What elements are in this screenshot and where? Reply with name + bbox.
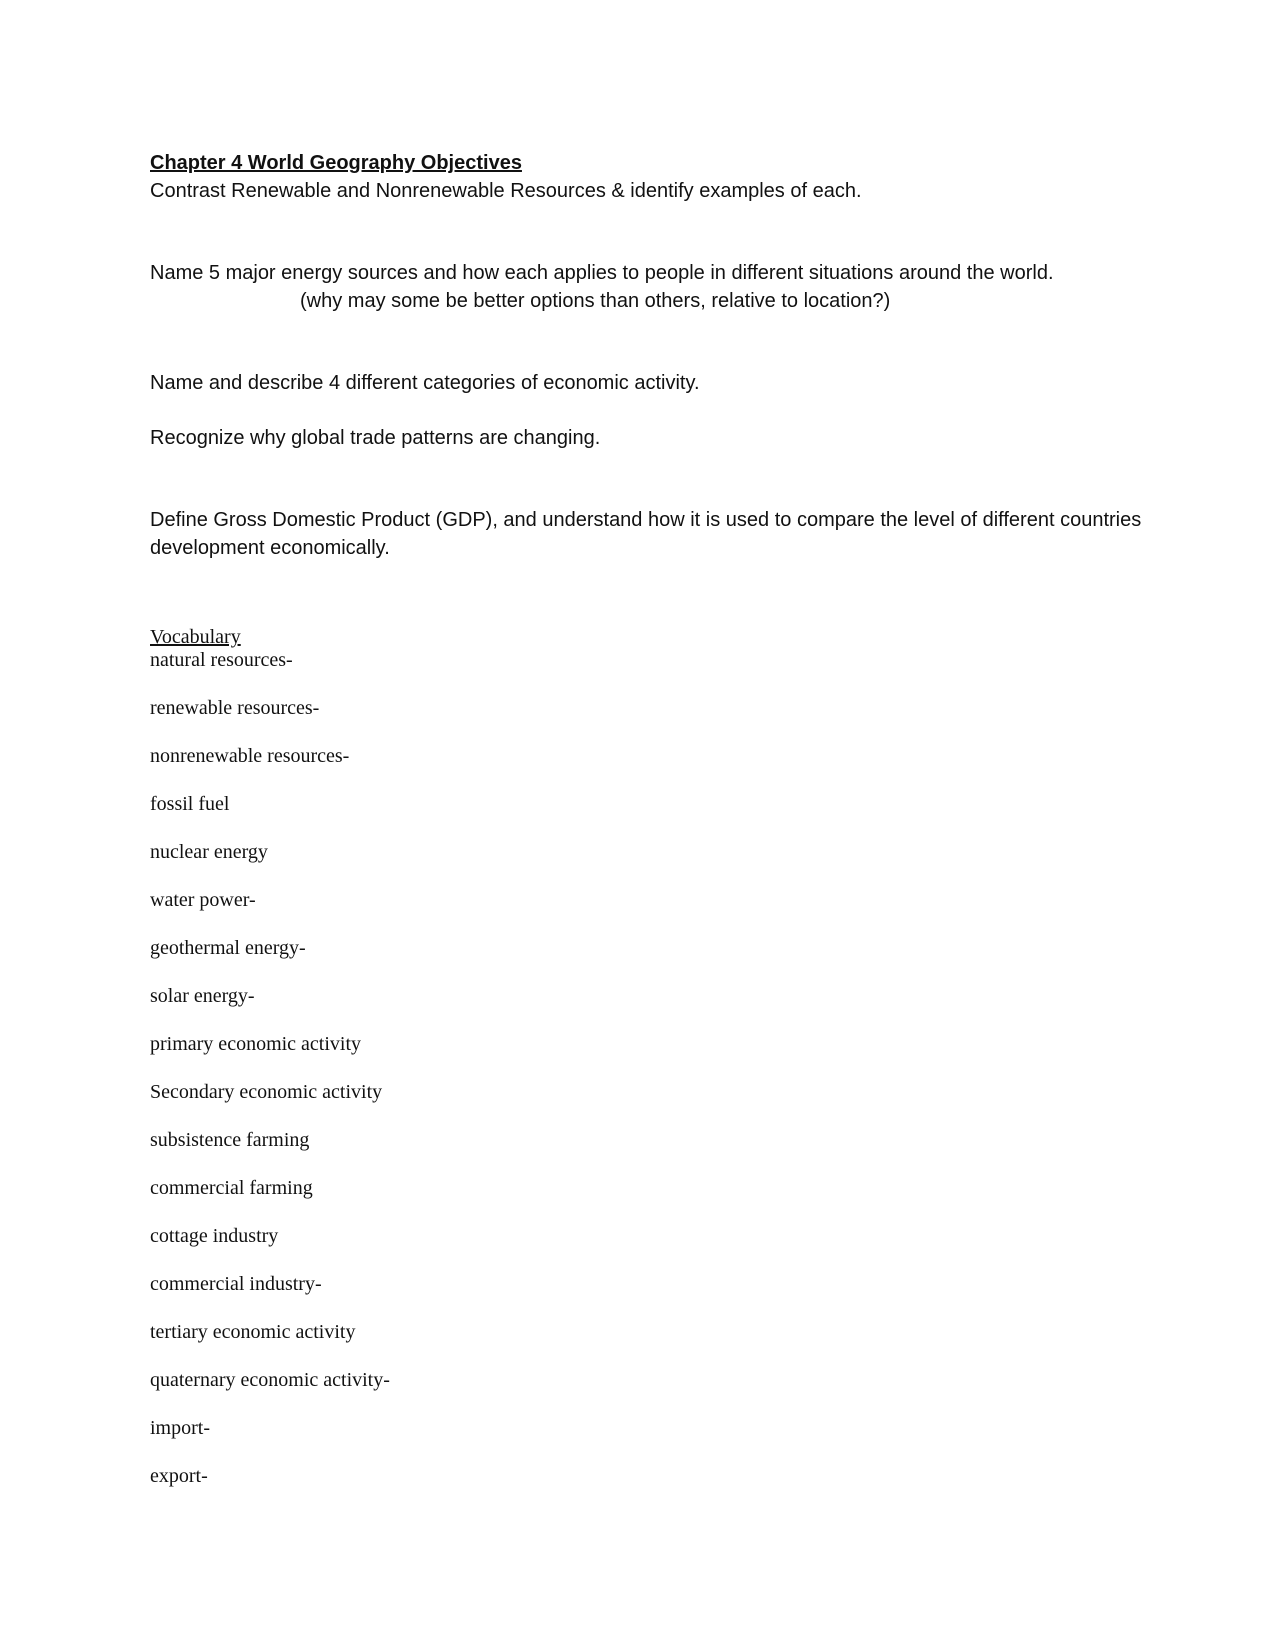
objective-energy-sources: Name 5 major energy sources and how each applies to people in different situations around the world.	[150, 262, 1054, 284]
vocab-term: commercial industry-	[150, 1273, 322, 1295]
objective-resources: Contrast Renewable and Nonrenewable Resources & identify examples of each.	[150, 180, 862, 202]
vocab-term: nonrenewable resources-	[150, 745, 350, 767]
objective-energy-sources-note: (why may some be better options than others, relative to location?)	[300, 290, 891, 312]
vocab-term: import-	[150, 1417, 210, 1439]
page-title: Chapter 4 World Geography Objectives	[150, 152, 522, 174]
vocab-term: subsistence farming	[150, 1129, 310, 1151]
objective-economic-activity: Name and describe 4 different categories of economic activity.	[150, 372, 700, 394]
vocab-term: water power-	[150, 889, 256, 911]
vocab-term: fossil fuel	[150, 793, 230, 815]
vocab-term: solar energy-	[150, 985, 255, 1007]
objective-global-trade: Recognize why global trade patterns are changing.	[150, 427, 601, 449]
vocabulary-list	[150, 648, 390, 1512]
objective-gdp: Define Gross Domestic Product (GDP), and understand how it is used to compare the level of different countries development economically.	[150, 509, 1142, 559]
vocab-term: renewable resources-	[150, 697, 320, 719]
vocab-term: tertiary economic activity	[150, 1321, 356, 1343]
vocab-term: nuclear energy	[150, 841, 268, 863]
vocab-term: natural resources-	[150, 649, 293, 671]
vocabulary-heading: Vocabulary	[150, 626, 241, 648]
vocab-term: quaternary economic activity-	[150, 1369, 390, 1391]
vocab-term: Secondary economic activity	[150, 1081, 383, 1103]
vocab-term: cottage industry	[150, 1225, 279, 1247]
vocab-term: export-	[150, 1465, 208, 1487]
vocab-term: primary economic activity	[150, 1033, 362, 1055]
vocab-term: geothermal energy-	[150, 937, 306, 959]
vocab-term: commercial farming	[150, 1177, 313, 1199]
